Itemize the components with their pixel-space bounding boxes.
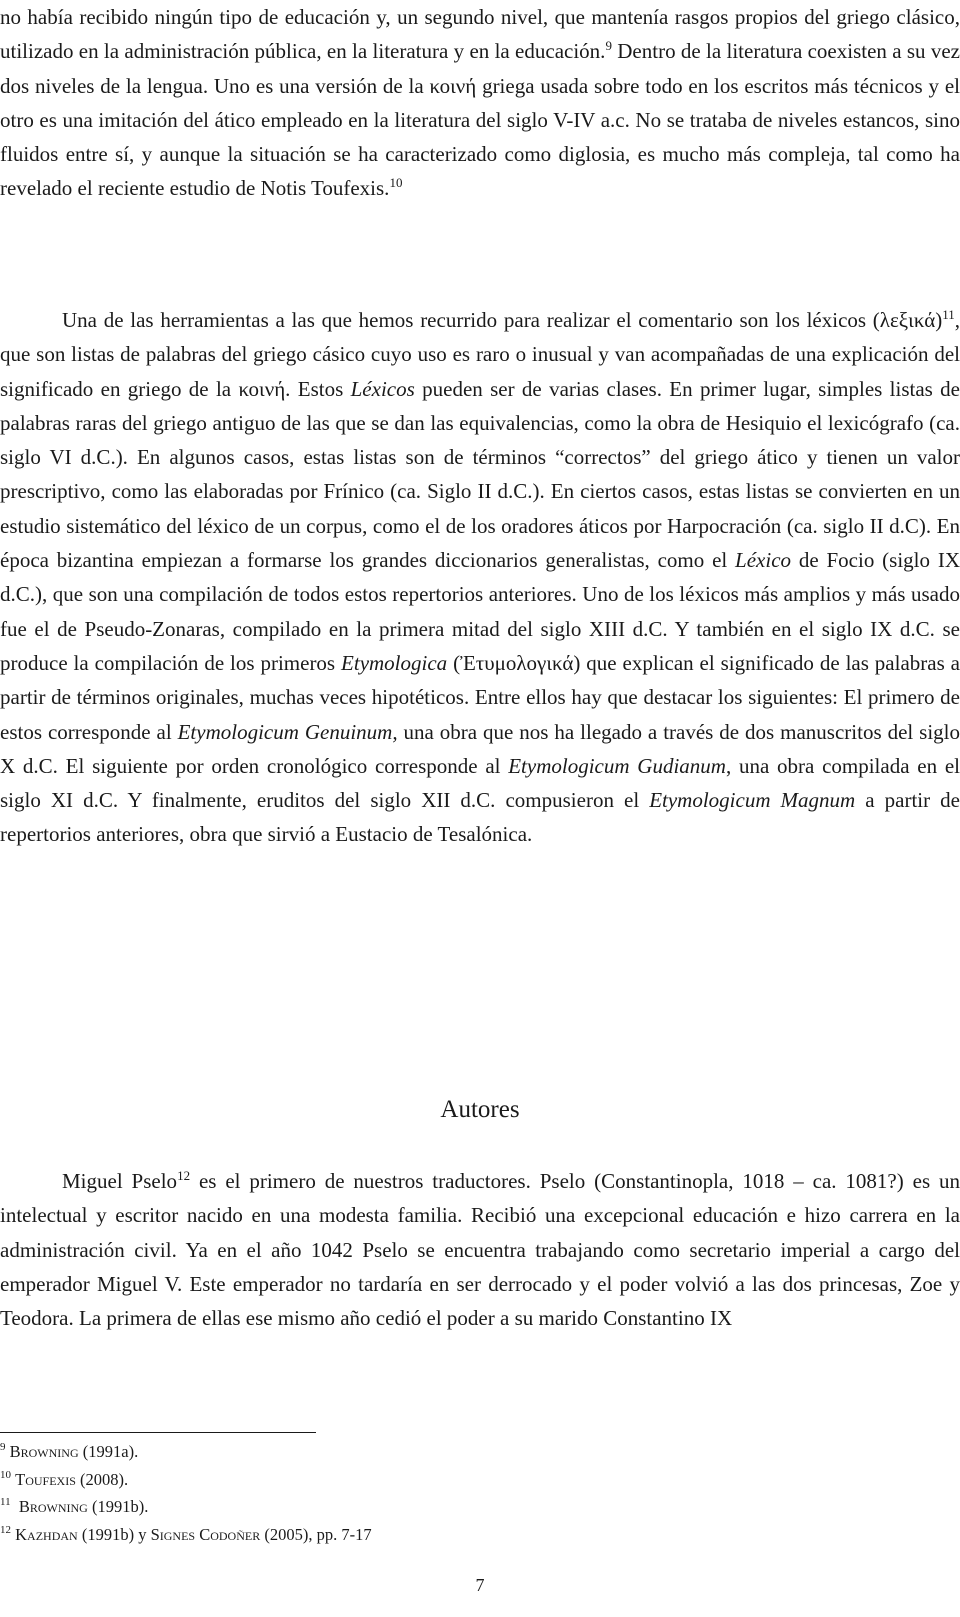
- italic-title: Etymologicum Gudianum: [508, 753, 726, 778]
- footnote-ref-11[interactable]: 11: [942, 307, 955, 322]
- footnote-number: 9: [0, 1441, 6, 1453]
- footnote-author: Kazhdan: [15, 1524, 78, 1544]
- italic-title: Etymologica: [341, 650, 448, 675]
- text-run: una obra que nos ha llegado a través de dos manuscritos del siglo X d.C. El siguiente por orden cronológico corresponde al: [0, 719, 960, 778]
- footnote-9: [0, 1438, 960, 1466]
- italic-title: Etymologicum Magnum: [649, 788, 856, 813]
- footnote-text: (1991b).: [87, 1497, 149, 1516]
- footnote-divider: [0, 1432, 316, 1433]
- text-run: , que son listas de palabras del griego cásico cuyo uso es raro o inusual y van acompañadas de una explicación del significado en griego de la κοινή. Estos: [0, 308, 960, 401]
- footnote-text: (2008).: [75, 1469, 129, 1489]
- paragraph-1: [0, 0, 960, 206]
- footnote-ref-10[interactable]: 10: [389, 175, 403, 191]
- text-run: es el primero de nuestros traductores. Pselo (Constantinopla, 1018 – ca. 1081?) es un intelectual y escritor nacido en una modesta familia. Recibió una excepcional educación e hizo carrera en la administración civil. Ya en el año 1042 Pselo se encuentra trabajando como secretario imperial a cargo del emperador Miguel V. Este emperador no tardaría en ser derrocado y el poder volvió a las dos princesas, Zoe y Teodora. La primera de ellas ese mismo año cedió el poder a su marido Constantino IX: [0, 1169, 960, 1331]
- footnote-author: Browning: [9, 1442, 79, 1461]
- footnotes: [0, 1438, 960, 1548]
- text-run: pueden ser de varias clases. En primer lugar, simples listas de palabras raras del griego antiguo de las que se dan las equivalencias, como la obra de Hesiquio el lexicógrafo (ca. siglo VI d.C.). En algunos casos, estas listas son de términos “correctos” del griego ático y tienen un valor prescriptivo, como las elaboradas por Frínico (ca. Siglo II d.C.). En ciertos casos, estas listas se convierten en un estudio sistemático del léxico de un corpus, como el de los oradores áticos por Harpocración (ca. siglo II d.C). En época bizantina empiezan a formarse los grandes diccionarios generalistas, como el: [0, 376, 960, 573]
- footnote-text: (2005), pp. 7-17: [260, 1524, 372, 1544]
- footnote-11: [0, 1493, 960, 1521]
- paragraph-2: [0, 303, 960, 852]
- text-run: Dentro de la literatura coexisten a su vez dos niveles de la lengua. Uno es una versión de la κοινή griega usada sobre todo en los escritos más técnicos y el otro es una imitación del ático empleado en la literatura del siglo V-IV a.c. No se trataba de niveles estancos, sino fluidos entre sí, y aunque la situación se ha caracterizado como diglosia, es mucho más compleja, tal como ha revelado el reciente estudio de Notis Toufexis.: [0, 39, 960, 201]
- page-number: 7: [475, 1575, 485, 1595]
- footnote-author: Toufexis: [15, 1469, 76, 1489]
- footnote-number: 10: [0, 1468, 11, 1481]
- text-run: , una obra compilada en el siglo XI d.C. Y finalmente, eruditos del siglo XII d.C. compusieron el: [0, 753, 960, 813]
- text-run: Miguel Pselo: [62, 1169, 178, 1193]
- footnote-author: Signes Codoñer: [150, 1524, 261, 1544]
- footnote-ref-9[interactable]: 9: [605, 38, 612, 54]
- footnote-number: 11: [0, 1496, 11, 1508]
- footnote-number: 12: [0, 1523, 11, 1536]
- italic-title: Léxicos: [350, 376, 415, 401]
- text-run: de Focio (siglo IX d.C.), que son una compilación de todos estos repertorios anteriores. Uno de los léxicos más amplios y más usado fue el de Pseudo-Zonaras, compilado en la primera mitad del siglo XIII d.C. Y también en el siglo IX d.C. se produce la compilación de los primeros: [0, 548, 960, 675]
- footnote-text: (1991b) y: [77, 1524, 151, 1544]
- italic-title: Etymologicum Genuinum,: [177, 719, 398, 744]
- paragraph-3: [0, 1164, 960, 1335]
- text-run: Una de las herramientas a las que hemos recurrido para realizar el comentario son los léxicos (λεξικά): [62, 308, 943, 332]
- text-run: a partir de repertorios anteriores, obra que sirvió a Eustacio de Tesalónica.: [0, 788, 960, 847]
- footnote-ref-12[interactable]: 12: [177, 1168, 191, 1183]
- footnote-10: [0, 1466, 960, 1494]
- footnote-author: Browning: [18, 1497, 88, 1516]
- section-heading: Autores: [440, 1096, 520, 1123]
- footnote-12: [0, 1521, 960, 1549]
- text-run: no había recibido ningún tipo de educación y, un segundo nivel, que mantenía rasgos propios del griego clásico, utilizado en la administración pública, en la literatura y en la educación.: [0, 5, 960, 64]
- italic-title: Léxico: [735, 548, 792, 573]
- footnote-text: (1991a).: [78, 1442, 139, 1461]
- text-run: (Ἐτυμολογικά) que explican el significado de las palabras a partir de términos originales, muchas veces hipotéticos. Entre ellos hay que destacar los siguientes: El primero de estos corresponde al: [0, 650, 960, 744]
